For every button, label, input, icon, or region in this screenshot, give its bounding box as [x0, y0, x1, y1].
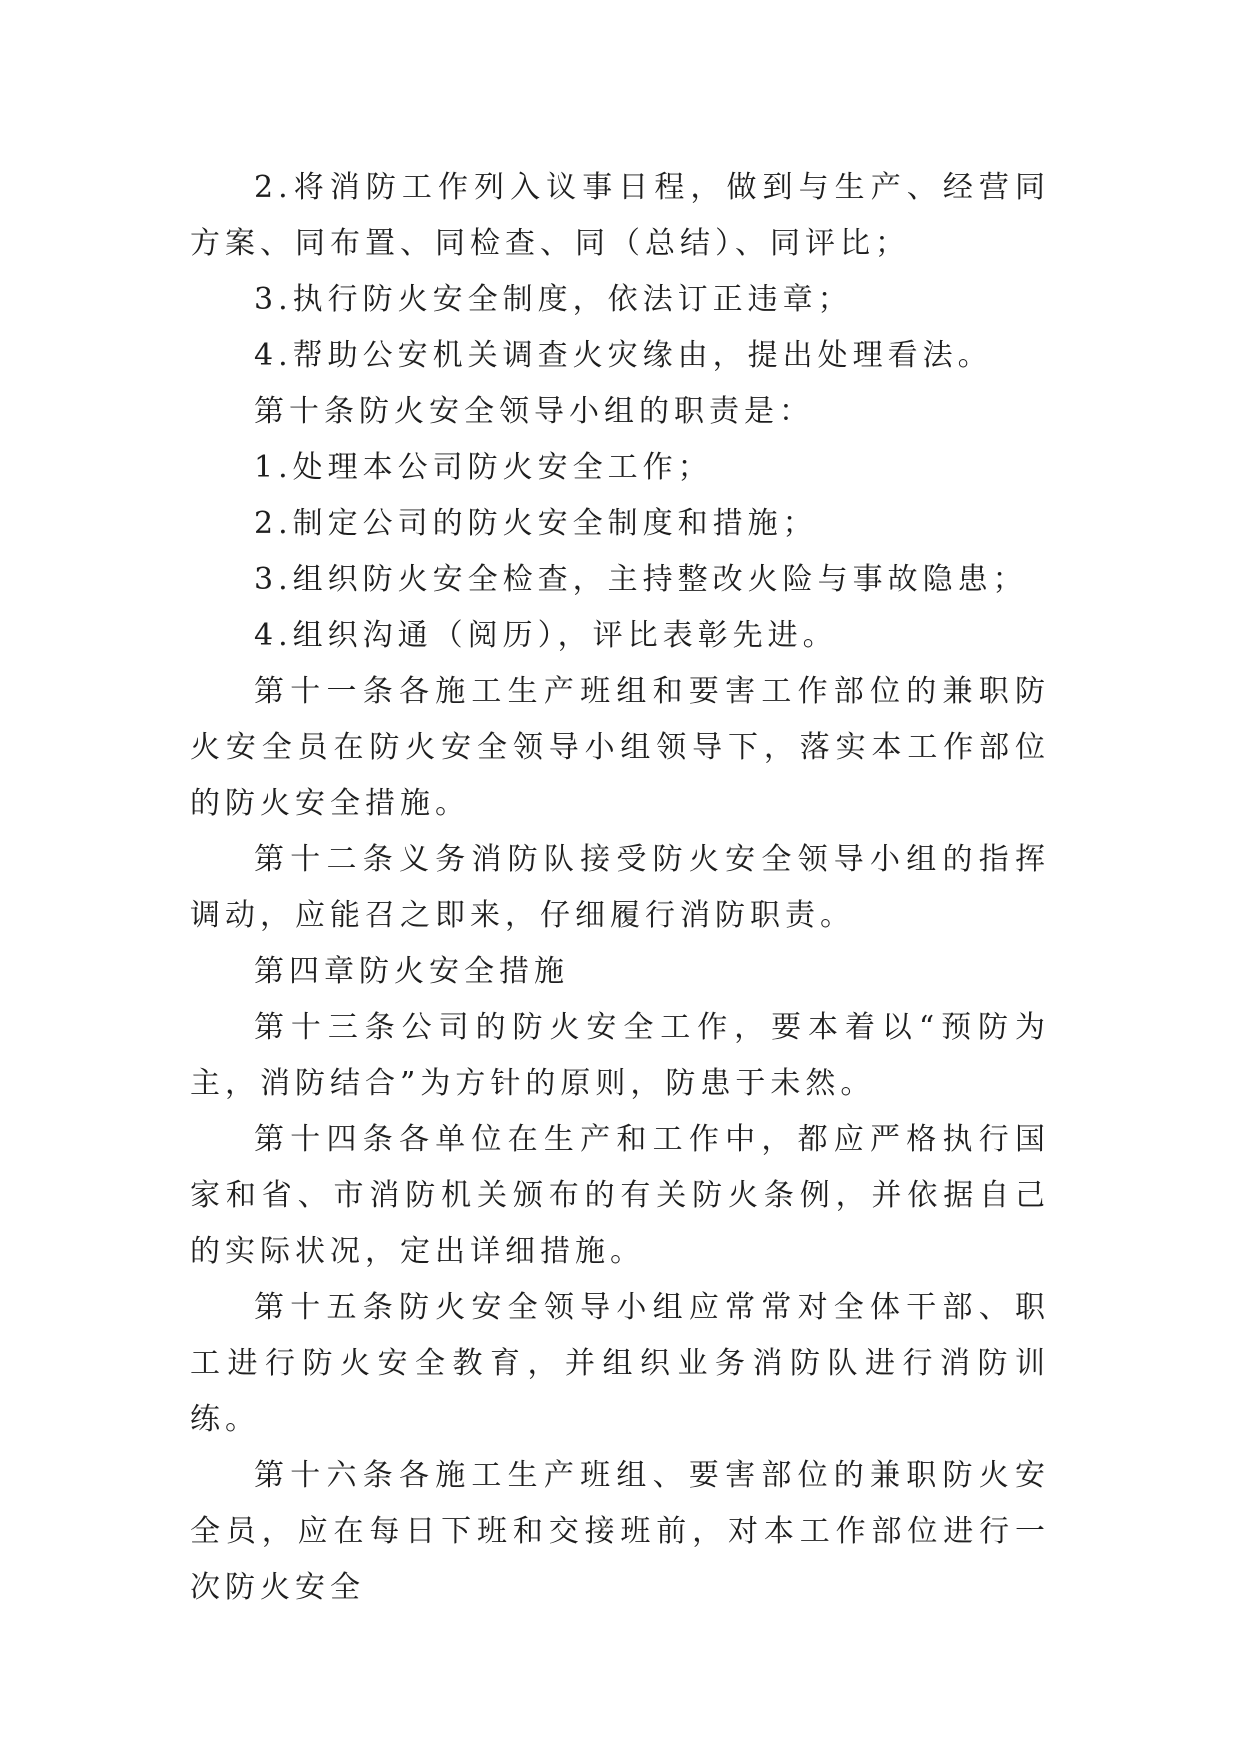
article-10-item-2: 2.制定公司的防火安全制度和措施； [254, 506, 818, 541]
chapter-4-heading: 第四章防火安全措施 [254, 954, 569, 989]
article-10-title: 第十条防火安全领导小组的职责是： [254, 394, 814, 429]
article-13: 第十三条公司的防火安全工作，要本着以“预防为主，消防结合”为方针的原则，防患于未然。 [190, 1010, 1050, 1101]
article-15: 第十五条防火安全领导小组应常常对全体干部、职工进行防火安全教育，并组织业务消防队进行消防训练。 [190, 1290, 1050, 1437]
article-10-item-1: 1.处理本公司防火安全工作； [254, 450, 713, 485]
article-14: 第十四条各单位在生产和工作中，都应严格执行国家和省、市消防机关颁布的有关防火条例，并依据自己的实际状况，定出详细措施。 [190, 1122, 1050, 1269]
article-12: 第十二条义务消防队接受防火安全领导小组的指挥调动，应能召之即来，仔细履行消防职责。 [190, 842, 1050, 933]
article-11: 第十一条各施工生产班组和要害工作部位的兼职防火安全员在防火安全领导小组领导下，落实本工作部位的防火安全措施。 [190, 674, 1050, 821]
paragraph-item-2: 2.将消防工作列入议事日程，做到与生产、经营同方案、同布置、同检查、同（总结）、同评比； [190, 170, 1050, 261]
article-10-item-4: 4.组织沟通（阅历），评比表彰先进。 [254, 618, 838, 653]
article-16: 第十六条各施工生产班组、要害部位的兼职防火安全员，应在每日下班和交接班前，对本工作部位进行一次防火安全 [190, 1458, 1050, 1605]
paragraph-item-3: 3.执行防火安全制度，依法订正违章； [254, 282, 853, 317]
paragraph-item-4: 4.帮助公安机关调查火灾缘由，提出处理看法。 [254, 338, 993, 373]
document-body [190, 160, 1050, 1616]
article-10-item-3: 3.组织防火安全检查，主持整改火险与事故隐患； [254, 562, 1028, 597]
